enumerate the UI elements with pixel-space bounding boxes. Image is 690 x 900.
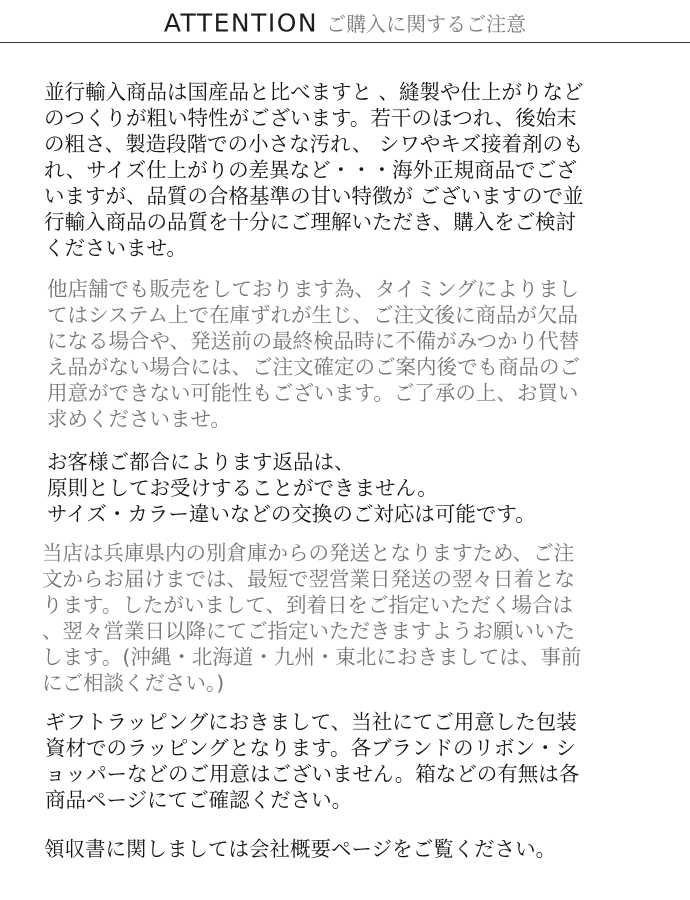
text-line: てはシステム上で在庫ずれが生じ、ご注文後に商品が欠品 [47,303,578,327]
text-line: いますが、品質の合格基準の甘い特徴が ございますので並 [44,184,584,208]
text-line: お客様ご都合によります返品は、 [47,450,355,474]
text-line: ギフトラッピングにおきまして、当社にてご用意した包装 [45,710,577,734]
text-line: 行輸入商品の品質を十分にご理解いただき、購入をご検討 [44,210,577,234]
text-line: れ、サイズ仕上がりの差異など・・・海外正規商品でござ [44,158,577,182]
text-line: 他店舗でも販売をしております為、タイミングによりまし [47,277,580,301]
page-title [0,6,690,41]
header [0,0,690,44]
text-line: にご相談ください。) [42,671,225,695]
text-line: え品がない場合には、ご注文確定のご案内後でも商品のご [47,355,580,379]
text-line: 求めくださいませ。 [47,407,231,431]
text-line: のつくりが粗い特性がございます。若干のほつれ、後始末 [44,106,577,130]
text-line: になる場合や、発送前の最終検品時に不備がみつかり代替 [47,329,580,353]
paragraph-receipt [44,836,556,862]
text-line: ります。したがいまして、到着日をご指定いただく場合は [42,593,573,617]
text-line: サイズ・カラー違いなどの交換のご対応は可能です。 [47,502,536,526]
text-line: 、翌々営業日以降にてご指定いただきますようお願いいた [42,619,575,643]
text-line: 用意ができない可能性もございます。ご了承の上、お買い [47,381,579,405]
title-en: ATTENTION [163,8,319,38]
text-line: 並行輸入商品は国産品と比べますと 、縫製や仕上がりなど [44,80,584,104]
text-line: します。(沖縄・北海道・九州・東北におきましては、事前 [42,645,582,669]
text-line: 原則としてお受けすることができません。 [47,476,438,500]
paragraph-stock-notice [47,276,580,432]
paragraph-returns [47,449,536,527]
text-line: 領収書に関しましては会社概要ページをご覧ください。 [44,837,557,861]
header-divider [0,42,690,43]
text-line: 文からお届けまでは、最短で翌営業日発送の翌々日着とな [42,567,575,591]
text-line: 商品ページにてご確認ください。 [45,788,353,812]
text-line: 資材でのラッピングとなります。各ブランドのリボン・シ [45,736,576,760]
text-line: の粗さ、製造段階での小さな汚れ、 シワやキズ接着剤のも [44,132,584,156]
paragraph-import-quality [44,79,584,261]
title-jp: ご購入に関するご注意 [326,11,527,36]
text-line: 当店は兵庫県内の別倉庫からの発送となりますため、ご注 [42,541,575,565]
paragraph-shipping [42,540,581,696]
text-line: くださいませ。 [44,236,187,260]
text-line: ョッパーなどのご用意はございません。箱などの有無は各 [45,762,580,786]
paragraph-gift-wrapping [45,709,579,813]
